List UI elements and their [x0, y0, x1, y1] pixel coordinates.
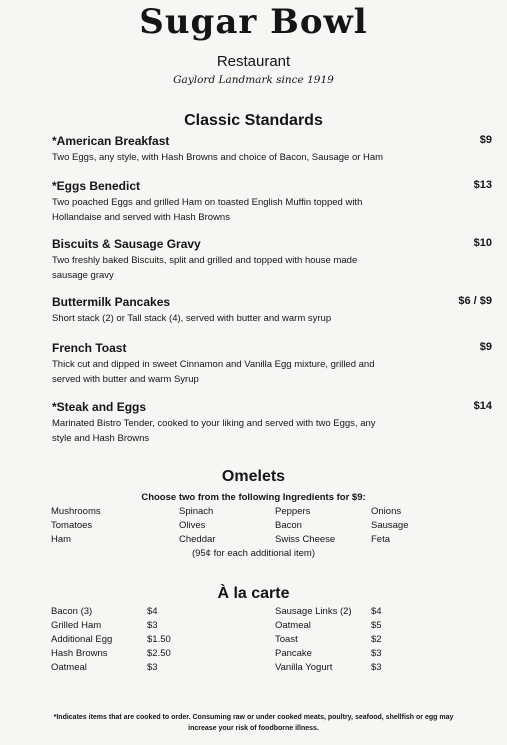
omelets-title: Omelets [221, 468, 286, 485]
ingredient: Bacon [275, 520, 302, 531]
omelet-ingredients [51, 505, 461, 547]
ingredient: Cheddar [179, 534, 216, 545]
item-name: *Eggs Benedict [52, 179, 141, 193]
item-description: Two poached Eggs and grilled Ham on toasted English Muffin topped with Hollandaise and served with Hash Browns [52, 197, 363, 223]
ingredient: Peppers [275, 506, 311, 517]
alacarte-item-name: Additional Egg [51, 634, 113, 645]
alacarte-item-price: $3 [371, 648, 382, 659]
ingredient: Feta [371, 534, 391, 545]
item-price: $9 [479, 134, 492, 146]
additional-item-note: (95¢ for each additional item) [191, 548, 316, 559]
menu-item [52, 236, 492, 283]
alacarte-item-price: $3 [371, 662, 382, 673]
alacarte-item-name: Oatmeal [51, 662, 87, 673]
footnote-line: *Indicates items that are cooked to order. Consuming raw or under cooked meats, poultry, seafood, shellfish or egg may [53, 714, 454, 721]
alacarte-item-name: Hash Browns [51, 648, 108, 659]
footnote [0, 712, 507, 734]
ingredient: Olives [179, 520, 206, 531]
alacarte-item-name: Toast [275, 634, 298, 645]
ingredient: Spinach [179, 506, 214, 517]
ingredient: Mushrooms [51, 506, 101, 517]
alacarte-item-name: Pancake [275, 648, 312, 659]
alacarte-item-name: Oatmeal [275, 620, 311, 631]
item-description: Thick cut and dipped in sweet Cinnamon and Vanilla Egg mixture, grilled and served with butter and warm Syrup [52, 359, 375, 385]
footnote-line: increase your risk of foodborne illness. [188, 725, 319, 732]
item-price: $13 [473, 179, 492, 191]
ingredient: Swiss Cheese [275, 534, 336, 545]
menu-item [52, 294, 492, 327]
item-name: Buttermilk Pancakes [52, 295, 171, 309]
ingredient: Tomatoes [51, 520, 93, 531]
alacarte-item-name: Sausage Links (2) [275, 606, 352, 617]
item-name: French Toast [52, 341, 127, 355]
alacarte-item-price: $3 [147, 620, 158, 631]
ingredient: Onions [371, 506, 402, 517]
alacarte-item-price: $1.50 [147, 634, 171, 645]
item-description: Marinated Bistro Tender, cooked to your liking and served with two Eggs, any style and Hash Browns [52, 418, 376, 444]
alacarte-item-price: $5 [371, 620, 382, 631]
menu-item [52, 340, 492, 387]
omelets-instruction: Choose two from the following Ingredients for $9: [141, 492, 366, 503]
brand-title: Sugar Bowl [139, 2, 368, 42]
alacarte-item-price: $2 [371, 634, 382, 645]
alacarte-item-price: $2.50 [147, 648, 171, 659]
classic-standards-title: Classic Standards [184, 112, 323, 129]
alacarte-item-name: Grilled Ham [51, 620, 102, 631]
item-price: $14 [473, 400, 492, 412]
item-description: Two freshly baked Biscuits, split and grilled and topped with house made sausage gravy [52, 255, 358, 281]
menu-item [52, 133, 492, 166]
alacarte-item-price: $4 [147, 606, 158, 617]
item-price: $9 [479, 341, 492, 353]
item-description: Short stack (2) or Tall stack (4), served with butter and warm syrup [52, 313, 332, 324]
alacarte-item-name: Vanilla Yogurt [275, 662, 333, 673]
item-description: Two Eggs, any style, with Hash Browns and choice of Bacon, Sausage or Ham [52, 152, 384, 163]
item-name: *American Breakfast [52, 134, 170, 148]
restaurant-subtitle: Restaurant [216, 53, 291, 70]
item-price: $10 [473, 237, 492, 249]
menu-item [52, 178, 492, 225]
menu-item [52, 399, 492, 446]
alacarte-item-price: $4 [371, 606, 382, 617]
item-name: Biscuits & Sausage Gravy [52, 237, 201, 251]
tagline: Gaylord Landmark since 1919 [173, 74, 334, 86]
item-name: *Steak and Eggs [52, 400, 147, 414]
ingredient: Sausage [371, 520, 409, 531]
item-price: $6 / $9 [458, 295, 492, 307]
ingredient: Ham [51, 534, 72, 545]
alacarte-title: À la carte [217, 585, 290, 602]
alacarte-item-name: Bacon (3) [51, 606, 93, 617]
alacarte-item-price: $3 [147, 662, 158, 673]
